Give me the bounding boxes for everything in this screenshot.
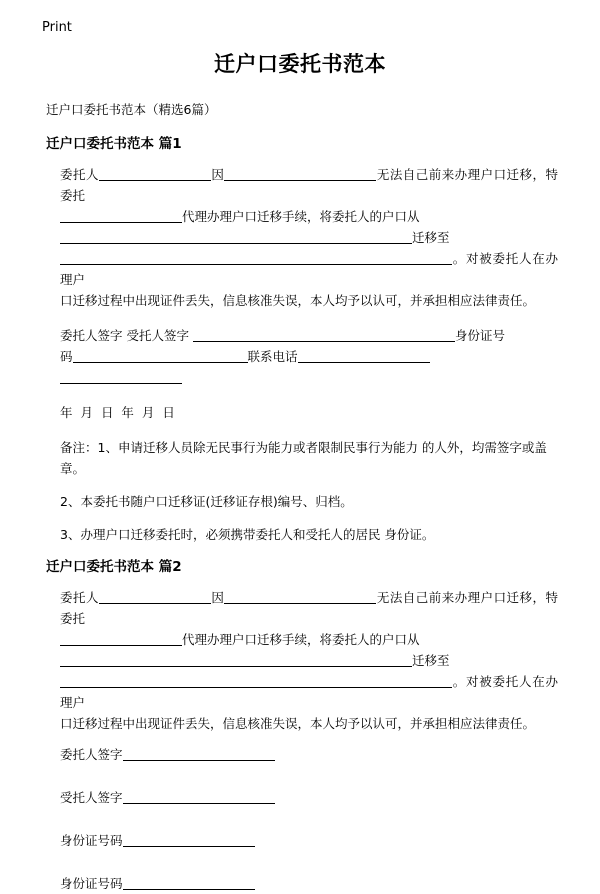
section-2-field-entruster-signature xyxy=(60,744,558,765)
blank-field xyxy=(224,167,376,181)
label-confirm-1: 。对被委托人在办理户 xyxy=(60,251,558,287)
blank-field xyxy=(60,230,412,244)
blank-field xyxy=(60,370,182,384)
blank-field xyxy=(60,251,452,265)
section-1-paragraph-line-5: 口迁移过程中出现证件丢失，信息核准失误，本人均予以认可，并承担相应法律责任。 xyxy=(60,293,536,308)
blank-field xyxy=(123,790,275,804)
section-1-note-2: 2、本委托书随户口迁移证(迁移证存根)编号、归档。 xyxy=(60,494,353,509)
blank-field xyxy=(99,590,211,604)
label-signatures-1: 委托人签字 受托人签字 xyxy=(60,328,189,343)
section-2-paragraph-line-1 xyxy=(60,587,558,629)
page-title: 迁户口委托书范本 xyxy=(214,52,386,76)
label-entruster-signature-2: 委托人签字 xyxy=(60,747,123,762)
blank-field xyxy=(60,653,412,667)
document-intro: 迁户口委托书范本（精选6篇） xyxy=(46,102,217,117)
label-agent-1: 代理办理户口迁移手续，将委托人的户口从 xyxy=(182,209,420,224)
label-reason-2: 无法自己前来办理户口迁移，特委托 xyxy=(60,590,558,626)
label-phone-1: 联系电话 xyxy=(247,349,298,364)
label-moveto-2: 迁移至 xyxy=(412,653,450,668)
section-1-trailing-blank-line xyxy=(60,367,558,388)
label-id-1-2: 身份证号码 xyxy=(60,833,123,848)
section-1-paragraph-line-4 xyxy=(60,248,558,290)
blank-field xyxy=(99,167,211,181)
section-2-field-trustee-signature xyxy=(60,787,558,808)
section-2-paragraph-line-4 xyxy=(60,671,558,713)
blank-field xyxy=(193,328,455,342)
section-1-paragraph-line-2 xyxy=(60,206,558,227)
label-cause-2: 因 xyxy=(210,590,225,605)
label-moveto-1: 迁移至 xyxy=(412,230,450,245)
section-1-paragraph-line-3 xyxy=(60,227,558,248)
blank-field xyxy=(60,209,182,223)
blank-field xyxy=(224,590,376,604)
label-entruster-1: 委托人 xyxy=(60,167,99,182)
section-1-id-phone-line xyxy=(60,346,558,367)
section-1-paragraph-line-1 xyxy=(60,164,558,206)
label-id-2-2: 身份证号码 xyxy=(60,876,123,891)
label-entruster-2: 委托人 xyxy=(60,590,99,605)
print-button[interactable]: Print xyxy=(42,20,72,35)
label-idnumber-cont-1: 码 xyxy=(60,349,73,364)
section-1-note-3: 3、办理户口迁移委托时，必须携带委托人和受托人的居民 身份证。 xyxy=(60,527,435,542)
section-2-paragraph-line-5: 口迁移过程中出现证件丢失，信息核准失误，本人均予以认可，并承担相应法律责任。 xyxy=(60,716,536,731)
section-2-field-id-2 xyxy=(60,873,558,894)
section-1-note-1: 备注：1、申请迁移人员除无民事行为能力或者限制民事行为能力 的人外，均需签字或盖章。 xyxy=(60,440,547,476)
label-idnumber-1: 身份证号 xyxy=(454,328,505,343)
section-1-signature-line xyxy=(60,325,558,346)
section-2-paragraph-line-3 xyxy=(60,650,558,671)
section-heading-2: 迁户口委托书范本 篇2 xyxy=(46,559,182,575)
section-heading-1: 迁户口委托书范本 篇1 xyxy=(46,136,182,152)
section-2-field-id-1 xyxy=(60,830,558,851)
section-2-paragraph-line-2 xyxy=(60,629,558,650)
section-1-date-line: 年 月 日 年 月 日 xyxy=(60,405,177,420)
blank-field xyxy=(123,747,275,761)
blank-field xyxy=(123,833,255,847)
label-confirm-2: 。对被委托人在办理户 xyxy=(60,674,558,710)
label-agent-2: 代理办理户口迁移手续，将委托人的户口从 xyxy=(182,632,420,647)
blank-field xyxy=(298,349,430,363)
label-reason-1: 无法自己前来办理户口迁移，特委托 xyxy=(60,167,558,203)
blank-field xyxy=(73,349,248,363)
label-cause-1: 因 xyxy=(210,167,225,182)
label-trustee-signature-2: 受托人签字 xyxy=(60,790,123,805)
blank-field xyxy=(60,674,452,688)
blank-field xyxy=(123,876,255,890)
blank-field xyxy=(60,632,182,646)
